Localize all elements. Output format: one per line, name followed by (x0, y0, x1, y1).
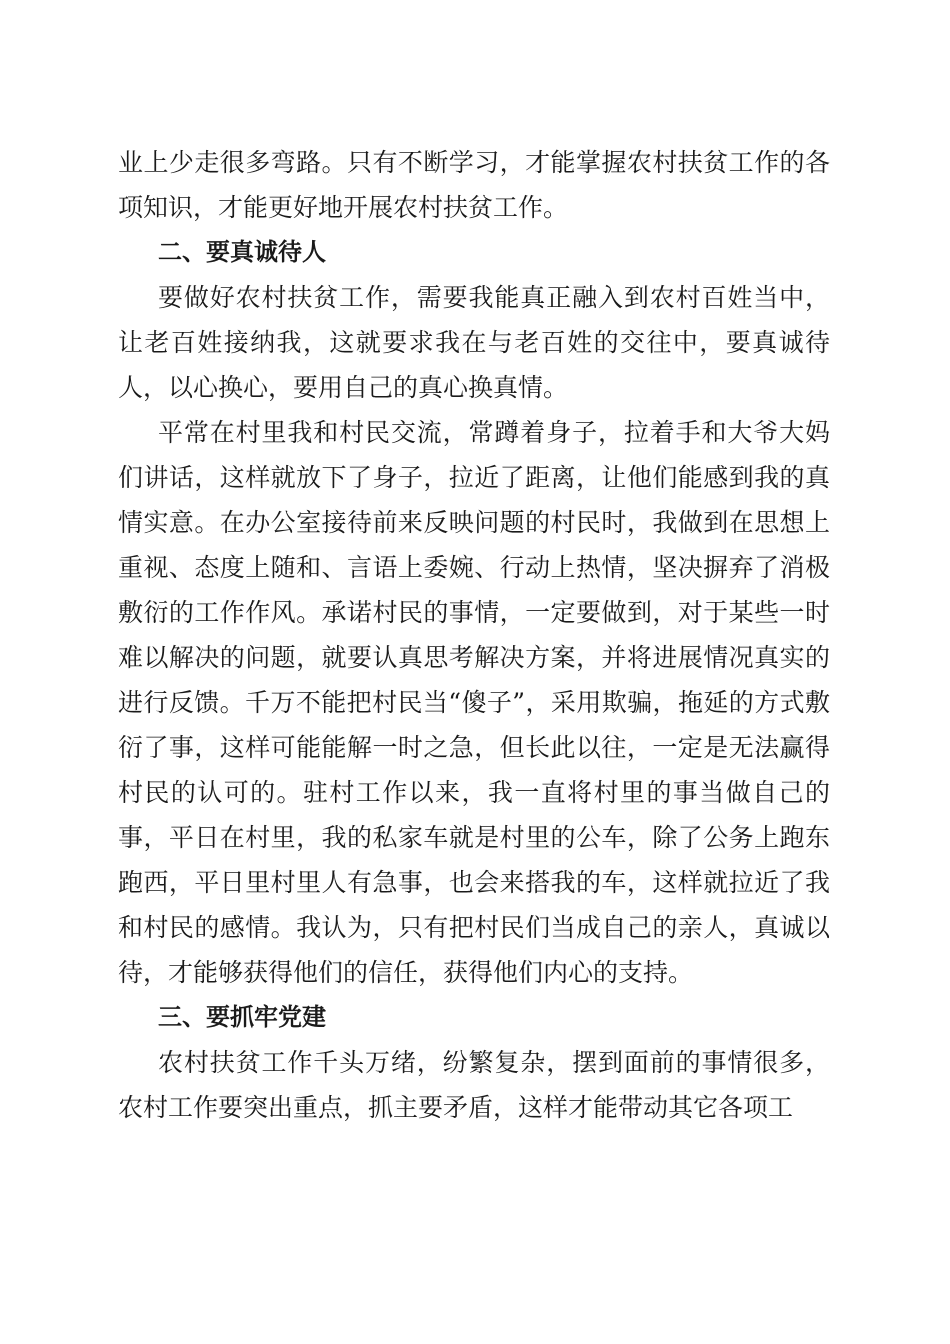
paragraph-continuation: 业上少走很多弯路。只有不断学习，才能掌握农村扶贫工作的各项知识，才能更好地开展农村扶贫工作。 (118, 148, 830, 222)
paragraph-sincerity-detail: 平常在村里我和村民交流，常蹲着身子，拉着手和大爷大妈们讲话，这样就放下了身子，拉近了距离，让他们能感到我的真情实意。在办公室接待前来反映问题的村民时，我做到在思想上重视、态度上随和、言语上委婉、行动上热情，坚决摒弃了消极敷衍的工作作风。承诺村民的事情，一定要做到，对于某些一时难以解决的问题，就要认真思考解决方案，并将进展情况真实的进行反馈。千万不能把村民当“傻子”，采用欺骗，拖延的方式敷衍了事，这样可能能解一时之急，但长此以往，一定是无法赢得村民的认可的。驻村工作以来，我一直将村里的事当做自己的事，平日在村里，我的私家车就是村里的公车，除了公务上跑东跑西，平日里村里人有急事，也会来搭我的车，这样就拉近了我和村民的感情。我认为，只有把村民们当成自己的亲人，真诚以待，才能够获得他们的信任，获得他们内心的支持。 (118, 418, 830, 987)
document-body (118, 140, 830, 1130)
section-heading-2: 二、要真诚待人 (158, 238, 326, 266)
paragraph-sincerity-intro: 要做好农村扶贫工作，需要我能真正融入到农村百姓当中，让老百姓接纳我，这就要求我在与老百姓的交往中，要真诚待人，以心换心，要用自己的真心换真情。 (118, 283, 830, 402)
section-heading-3: 三、要抓牢党建 (158, 1003, 326, 1031)
paragraph-party-building: 农村扶贫工作千头万绪，纷繁复杂，摆到面前的事情很多，农村工作要突出重点，抓主要矛盾，这样才能带动其它各项工 (118, 1048, 830, 1122)
